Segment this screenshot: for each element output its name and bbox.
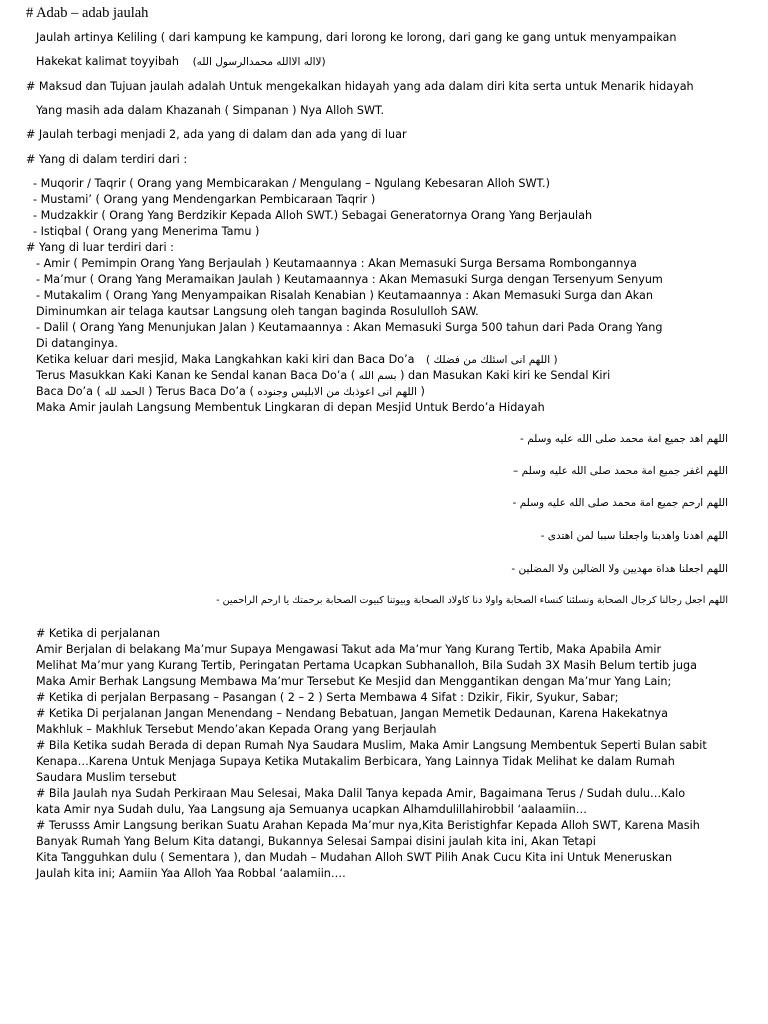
exit-line-2-text-a: Terus Masukkan Kaki Kanan ke Sendal kanan Baca Do’a ( — [36, 369, 356, 382]
travel-line: # Bila Jaulah nya Sudah Perkiraan Mau Selesai, Maka Dalil Tanya kepada Amir, Bagaimana Terus / Sudah dulu…Kalo — [36, 787, 686, 800]
purpose-line-2: Yang masih ada dalam Khazanah ( Simpanan ) Nya Alloh SWT. — [36, 104, 385, 117]
travel-line: # Ketika di perjalanan — [36, 627, 161, 640]
exit-line-4: Maka Amir jaulah Langsung Membentuk Lingkaran di depan Mesjid Untuk Berdo’a Hidayah — [36, 401, 545, 414]
prayer-line — [216, 594, 728, 608]
travel-line: Maka Amir Berhak Langsung Membawa Ma’mur Tersebut Ke Mesjid dan Menggantikan dengan Ma’mur Yang Lain; — [36, 675, 672, 688]
prayer-dash: - — [540, 530, 545, 542]
inside-heading: # Yang di dalam terdiri dari : — [26, 153, 188, 166]
exit-line-3-text-b: ) Terus Baca Do’a ( — [148, 385, 254, 398]
travel-line: kata Amir nya Sudah dulu, Yaa Langsung aja Semuanya ucapkan Alhamdulillahirobbil ‘aalaamiin… — [36, 803, 587, 816]
outside-line: - Ma’mur ( Orang Yang Meramaikan Jaulah ) Keutamaannya : Akan Memasuki Surga dengan Tersenyum Senyum — [36, 273, 663, 286]
purpose-line-1: # Maksud dan Tujuan jaulah adalah Untuk mengekalkan hidayah yang ada dalam diri kita serta untuk Menarik hidayah — [26, 80, 694, 93]
prayer-line — [541, 529, 728, 543]
exit-line-3-arabic-a: الحمد لله — [104, 386, 145, 398]
intro-line-2 — [36, 55, 326, 69]
prayer-dash: - — [216, 595, 220, 606]
inside-item: - Istiqbal ( Orang yang Menerima Tamu ) — [33, 225, 260, 238]
prayer-text: اللهم اغفر جميع امة محمد صلى الله عليه وسلم — [521, 465, 728, 477]
outside-line: Diminumkan air telaga kautsar Langsung oleh tangan baginda Rosululloh SAW. — [36, 305, 479, 318]
travel-line: Makhluk – Makhluk Tersebut Mendo’akan Kepada Orang yang Berjaulah — [36, 723, 437, 736]
travel-line: # Bila Ketika sudah Berada di depan Rumah Nya Saudara Muslim, Maka Amir Langsung Membentuk Seperti Bulan sabit — [36, 739, 707, 752]
intro-line-1: Jaulah artinya Keliling ( dari kampung ke kampung, dari lorong ke lorong, dari gang ke gang untuk menyampaikan — [36, 31, 677, 44]
prayer-dash: - — [512, 497, 517, 509]
prayer-text: اللهم اجعلنا هداة مهديين ولا الضالين ولا المضلين — [518, 563, 728, 575]
outside-line: - Dalil ( Orang Yang Menunjukan Jalan ) Keutamaannya : Akan Memasuki Surga 500 tahun dari Pada Orang Yang — [36, 321, 663, 334]
prayer-line — [513, 464, 728, 478]
exit-line-2-text-b: ) dan Masukan Kaki kiri ke Sendal Kiri — [400, 369, 611, 382]
exit-line-1-text: Ketika keluar dari mesjid, Maka Langkahkan kaki kiri dan Baca Do’a — [36, 353, 415, 366]
prayer-text: اللهم اهد جميع امة محمد صلى الله عليه وسلم — [527, 433, 728, 445]
exit-line-3 — [36, 385, 425, 399]
exit-line-2-arabic: بسم الله — [358, 370, 397, 382]
prayer-text: اللهم ارحم جميع امة محمد صلى الله عليه وسلم — [519, 497, 728, 509]
prayer-line — [513, 496, 728, 510]
travel-line: Kenapa…Karena Untuk Menjaga Supaya Ketika Mutakalim Berbicara, Yang Lainnya Tidak Melihat ke dalam Rumah — [36, 755, 675, 768]
prayer-dash: - — [511, 563, 516, 575]
intro-line-2-arabic: (لااله الاالله محمدالرسول الله) — [192, 56, 326, 68]
travel-line: Melihat Ma’mur yang Kurang Tertib, Peringatan Pertama Ucapkan Subhanalloh, Bila Sudah 3X Masih Belum tertib juga — [36, 659, 697, 672]
travel-line: Saudara Muslim tersebut — [36, 771, 177, 784]
travel-line: Amir Berjalan di belakang Ma’mur Supaya Mengawasi Takut ada Ma’mur Yang Kurang Tertib, Maka Apabila Amir — [36, 643, 662, 656]
travel-line: Kita Tangguhkan dulu ( Sementara ), dan Mudah – Mudahan Alloh SWT Pilih Anak Cucu Kita ini Untuk Meneruskan — [36, 851, 673, 864]
exit-line-1 — [36, 353, 558, 367]
exit-line-3-text-a: Baca Do’a ( — [36, 385, 101, 398]
prayer-text: اللهم اهدنا واهدبنا واجعلنا سببا لمن اهتدى — [547, 530, 728, 542]
inside-item: - Mustami’ ( Orang yang Mendengarkan Pembicaraan Taqrir ) — [33, 193, 376, 206]
travel-line: # Terusss Amir Langsung berikan Suatu Arahan Kepada Ma’mur nya,Kita Beristighfar Kepada Alloh SWT, Karena Masih — [36, 819, 700, 832]
travel-line: Jaulah kita ini; Aamiin Yaa Alloh Yaa Robbal ‘aalamiin…. — [36, 867, 346, 880]
prayer-line — [520, 432, 728, 446]
exit-line-1-arabic: ( اللهم انى اسئلك من فضلك ) — [426, 354, 558, 366]
exit-line-3-text-c: ) — [420, 385, 425, 398]
prayer-text: اللهم اجعل رجالنا كرجال الصحابة ونسلئنا كنساء الصحابة واولا دنا كاولاد الصحابة وبيوتنا كبيوت الصحابة برحمتك يا ارحم الراحمين — [222, 595, 728, 606]
prayer-dash: – — [513, 465, 519, 477]
outside-line: Di datanginya. — [36, 337, 118, 350]
inside-item: - Mudzakkir ( Orang Yang Berdzikir Kepada Alloh SWT.) Sebagai Generatornya Orang Yang Berjaulah — [33, 209, 593, 222]
exit-line-2 — [36, 369, 610, 383]
outside-line: - Mutakalim ( Orang Yang Menyampaikan Risalah Kenabian ) Keutamaannya : Akan Memasuki Surga dan Akan — [36, 289, 654, 302]
division-line: # Jaulah terbagi menjadi 2, ada yang di dalam dan ada yang di luar — [26, 128, 407, 141]
travel-line: Banyak Rumah Yang Belum Kita datangi, Bukannya Selesai Sampai disini jaulah kita ini, Akan Tetapi — [36, 835, 596, 848]
document-title: # Adab – adab jaulah — [26, 5, 149, 21]
outside-line: - Amir ( Pemimpin Orang Yang Berjaulah ) Keutamaannya : Akan Memasuki Surga Bersama Rombongannya — [36, 257, 637, 270]
prayer-line — [511, 562, 728, 576]
prayer-dash: - — [520, 433, 524, 445]
outside-heading: # Yang di luar terdiri dari : — [26, 241, 174, 254]
travel-line: # Ketika Di perjalanan Jangan Menendang – Nendang Bebatuan, Jangan Memetik Dedaunan, Karena Hakekatnya — [36, 707, 669, 720]
travel-line: # Ketika di perjalan Berpasang – Pasangan ( 2 – 2 ) Serta Membawa 4 Sifat : Dzikir, Fikir, Syukur, Sabar; — [36, 691, 619, 704]
inside-item: - Muqorir / Taqrir ( Orang yang Membicarakan / Mengulang – Ngulang Kebesaran Alloh SWT.) — [33, 177, 550, 190]
exit-line-3-arabic-b: اللهم انى اعوذبك من الابليس وجنوده — [257, 386, 417, 398]
intro-line-2-text: Hakekat kalimat toyyibah — [36, 55, 179, 68]
